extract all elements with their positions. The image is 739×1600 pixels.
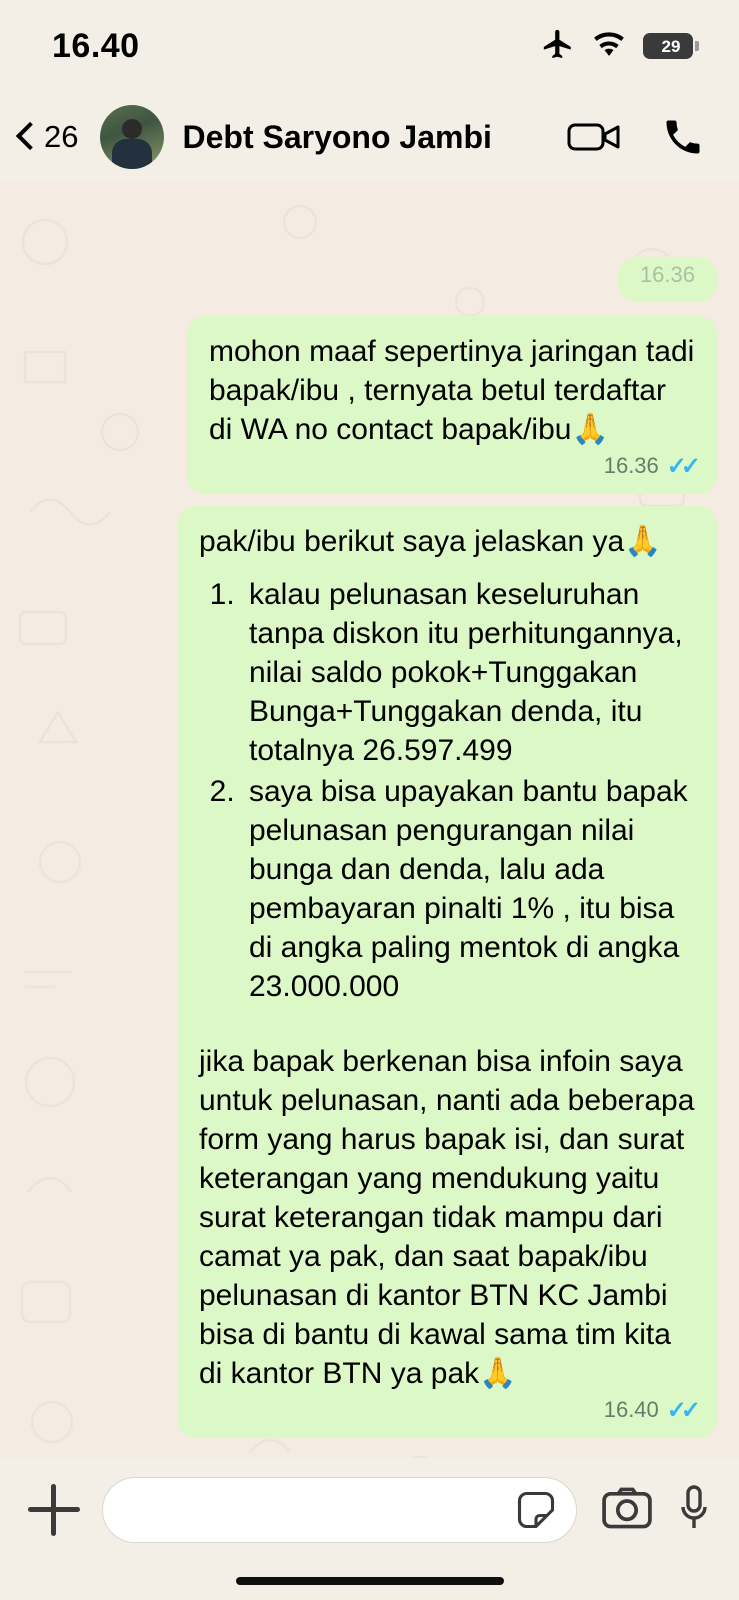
- read-receipt-icon: ✓✓: [666, 452, 695, 480]
- contact-name[interactable]: Debt Saryono Jambi: [182, 118, 492, 155]
- message-list[interactable]: [0, 182, 739, 1458]
- status-bar: [0, 0, 739, 92]
- message-timestamp: 16.36: [639, 262, 695, 288]
- battery-level-label: 29: [661, 36, 681, 56]
- list-item: 1. kalau pelunasan keseluruhan tanpa diskon itu perhitungannya, nilai saldo pokok+Tunggakan Bunga+Tunggakan denda, itu totalnya 26.597.499: [243, 575, 695, 770]
- chat-header: [0, 92, 739, 182]
- message-outro-text: jika bapak berkenan bisa infoin saya untuk pelunasan, nanti ada beberapa form yang harus bapak isi, dan surat keterangan yang mendukung yaitu surat keterangan tidak mampu dari camat ya pak, dan saat bapak/ibu pelunasan di kantor BTN KC Jambi bisa di bantu di kawal sama tim kita di kantor BTN ya pak🙏: [199, 1044, 695, 1390]
- airplane-mode-icon: [541, 27, 575, 66]
- chevron-left-icon: [16, 122, 34, 152]
- battery-indicator: [643, 33, 693, 59]
- microphone-icon[interactable]: [677, 1484, 711, 1537]
- message-input-wrapper[interactable]: [102, 1477, 577, 1543]
- read-receipt-icon: ✓✓: [666, 1396, 695, 1424]
- list-item: 2. saya bisa upayakan bantu bapak pelunasan pengurangan nilai bunga dan denda, lalu ada pembayaran pinalti 1% , itu bisa di angka paling mentok di angka 23.000.000: [243, 772, 695, 1006]
- status-bar-time: 16.40: [52, 26, 140, 65]
- camera-icon[interactable]: [599, 1484, 655, 1537]
- message-bubble[interactable]: [187, 316, 717, 494]
- message-text: mohon maaf sepertinya jaringan tadi bapak/ibu , ternyata betul terdaftar di WA no contact bapak/ibu🙏: [209, 334, 695, 446]
- paragraph-spacer: [199, 1008, 695, 1042]
- message-timestamp: 16.40: [603, 1397, 659, 1423]
- home-indicator: [0, 1562, 739, 1600]
- avatar[interactable]: [100, 105, 164, 169]
- plus-icon[interactable]: [28, 1484, 80, 1536]
- message-bubble[interactable]: [618, 257, 717, 302]
- message-bubble[interactable]: [177, 506, 717, 1438]
- video-camera-icon[interactable]: [567, 117, 623, 157]
- message-meta: [199, 1395, 695, 1426]
- wifi-icon: [591, 30, 627, 63]
- message-meta: [209, 451, 695, 482]
- message-timestamp: 16.36: [603, 452, 659, 478]
- unread-count-label: 26: [44, 119, 79, 154]
- message-input[interactable]: [129, 1494, 514, 1526]
- message-intro-text: pak/ibu berikut saya jelaskan ya🙏: [199, 524, 662, 558]
- message-composer: [0, 1458, 739, 1562]
- back-button[interactable]: [16, 119, 92, 155]
- status-bar-indicators: [541, 27, 693, 66]
- message-numbered-list: [199, 575, 695, 1006]
- phone-icon[interactable]: [661, 115, 705, 159]
- header-actions: [567, 115, 705, 159]
- sticker-icon[interactable]: [514, 1488, 558, 1532]
